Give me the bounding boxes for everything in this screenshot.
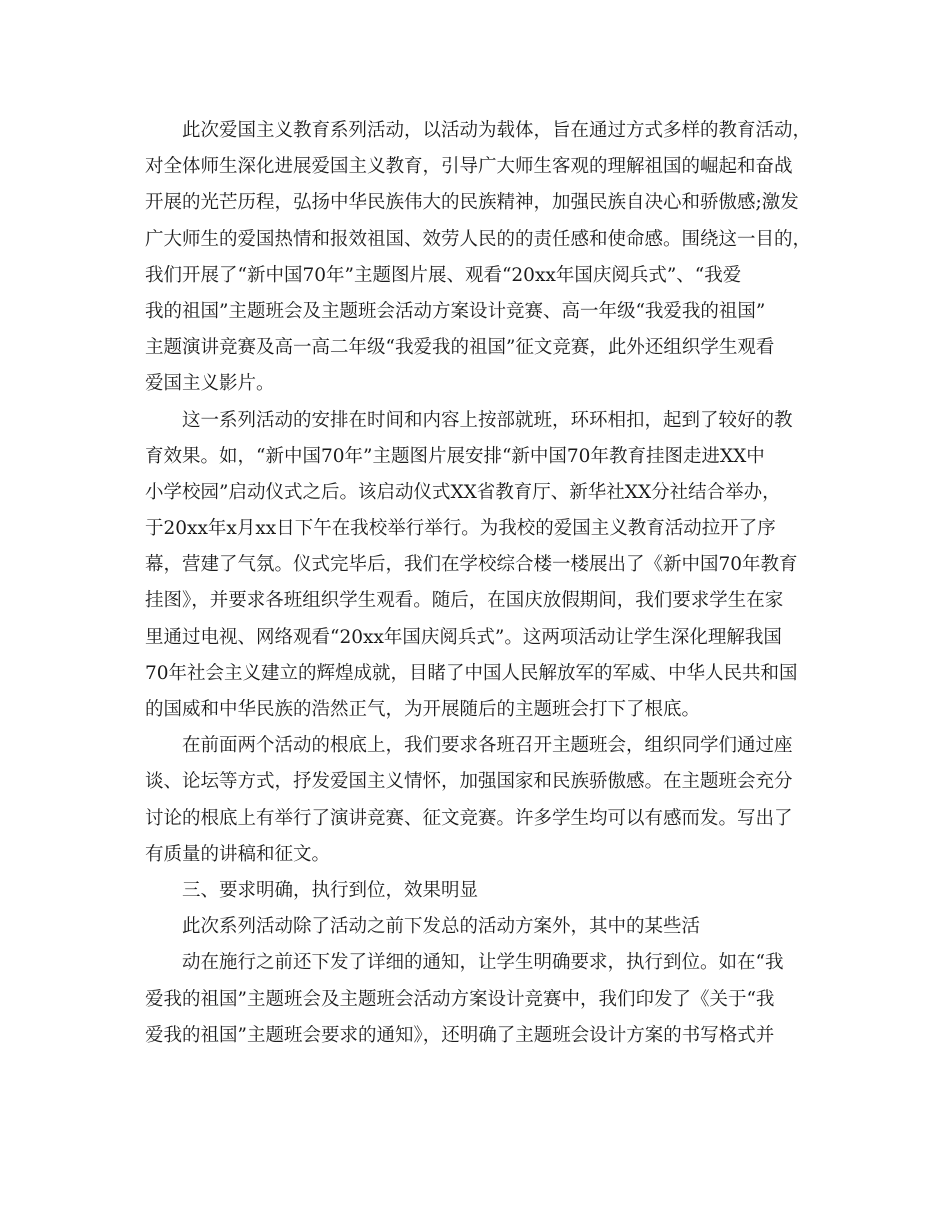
text-line: 爱我的祖国”主题班会及主题班会活动方案设计竞赛中，我们印发了《关于“我	[145, 988, 775, 1010]
text-line: 主题演讲竞赛及高一高二年级“我爱我的祖国”征文竞赛，此外还组织学生观看	[145, 337, 775, 359]
text-line: 此次爱国主义教育系列活动，以活动为载体，旨在通过方式多样的教育活动，	[182, 120, 812, 141]
text-line: 对全体师生深化进展爱国主义教育，引导广大师生客观的理解祖国的崛起和奋战	[145, 156, 793, 178]
text-line: 爱国主义影片。	[145, 373, 275, 395]
text-line: 动在施行之前还下发了详细的通知，让学生明确要求，执行到位。如在“我	[182, 952, 784, 974]
text-line: 在前面两个活动的根底上，我们要求各班召开主题班会，组织同学们通过座	[182, 735, 793, 757]
text-line: 此次系列活动除了活动之前下发总的活动方案外，其中的某些活	[182, 916, 701, 938]
text-line: 幕，营建了气氛。仪式完毕后，我们在学校综合楼一楼展出了《新中国70年教育	[145, 554, 798, 576]
text-line: 里通过电视、网络观看“20xx年国庆阅兵式”。这两项活动让学生深化理解我国	[145, 626, 782, 648]
text-line: 开展的光芒历程，弘扬中华民族伟大的民族精神，加强民族自决心和骄傲感;激发	[145, 192, 799, 214]
text-line: 爱我的祖国”主题班会要求的通知》，还明确了主题班会设计方案的书写格式并	[145, 1024, 775, 1046]
text-line: 育效果。如，“新中国70年”主题图片展安排“新中国70年教育挂图走进XX中	[145, 445, 765, 467]
text-line: 谈、论坛等方式，抒发爱国主义情怀，加强国家和民族骄傲感。在主题班会充分	[145, 771, 793, 793]
text-line: 于20xx年x月xx日下午在我校举行举行。为我校的爱国主义教育活动拉开了序	[145, 518, 776, 540]
text-line: 有质量的讲稿和征文。	[145, 843, 331, 865]
text-line: 我的祖国”主题班会及主题班会活动方案设计竞赛、高一年级“我爱我的祖国”	[145, 300, 766, 322]
text-line: 70年社会主义建立的辉煌成就，目睹了中国人民解放军的军威、中华人民共和国	[145, 662, 798, 684]
document-body	[145, 113, 812, 1054]
text-line: 挂图》，并要求各班组织学生观看。随后，在国庆放假期间，我们要求学生在家	[145, 590, 784, 612]
text-line: 这一系列活动的安排在时间和内容上按部就班，环环相扣，起到了较好的教	[182, 409, 793, 431]
text-line: 小学校园”启动仪式之后。该启动仪式XX省教育厅、新华社XX分社结合举办，	[145, 481, 781, 503]
text-line: 广大师生的爱国热情和报效祖国、效劳人民的的责任感和使命感。围绕这一目的，	[145, 228, 812, 250]
text-line: 讨论的根底上有举行了演讲竞赛、征文竞赛。许多学生均可以有感而发。写出了	[145, 807, 793, 829]
text-line: 我们开展了“新中国70年”主题图片展、观看“20xx年国庆阅兵式”、“我爱	[145, 264, 742, 286]
text-line: 三、要求明确，执行到位，效果明显	[182, 879, 479, 901]
text-line: 的国威和中华民族的浩然正气，为开展随后的主题班会打下了根底。	[145, 699, 701, 720]
